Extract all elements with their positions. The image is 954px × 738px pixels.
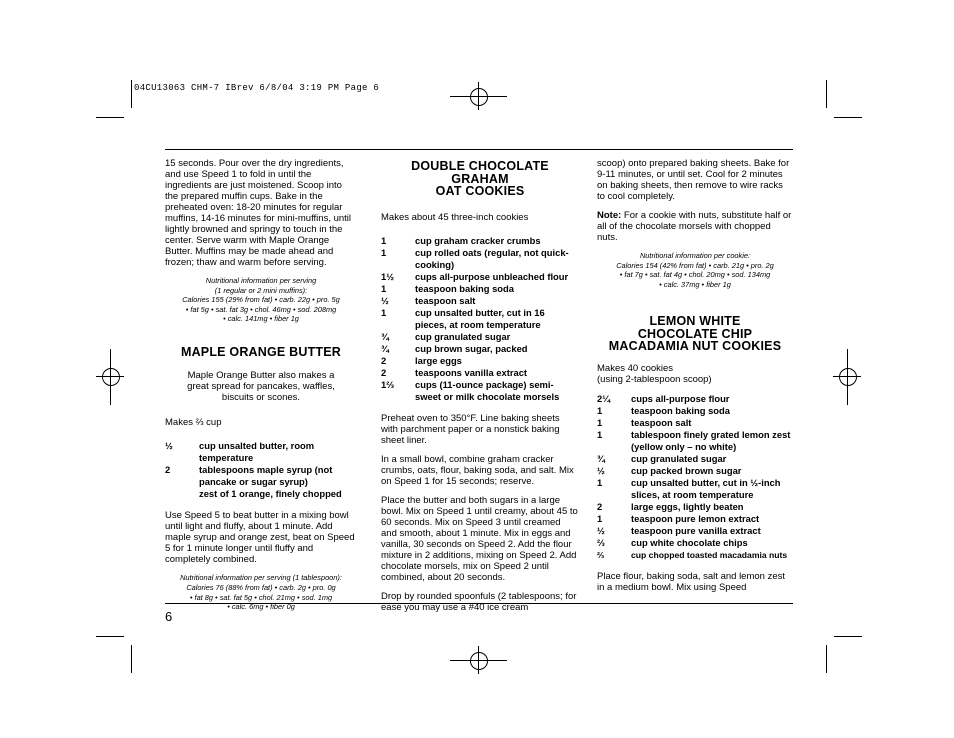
ingredient-item: ¾ cup brown sugar, packed xyxy=(381,342,528,354)
ingredient-item: 1 cup unsalted butter, cut in ½-inch slices, at room temperature xyxy=(597,476,781,500)
ingredient-list-lemon-cookies xyxy=(597,393,793,561)
top-rule xyxy=(165,149,793,150)
column-2 xyxy=(381,158,579,621)
print-slug: 04CU13063 CHM-7 IBrev 6/8/04 3:19 PM Page 6 xyxy=(134,83,380,93)
ingredient-item: 2 large eggs xyxy=(381,354,462,366)
ingredient-item: 1½ cups all-purpose unbleached flour xyxy=(381,270,569,282)
column-3 xyxy=(597,158,793,601)
crop-mark-bottom-right-vertical xyxy=(826,645,827,673)
recipe-description: Maple Orange Butter also makes a great spread for pancakes, waffles, biscuits or scones. xyxy=(187,370,335,404)
ingredient-item: 2¼ cups all-purpose flour xyxy=(597,392,730,404)
ingredient-item: 1 teaspoon baking soda xyxy=(381,282,514,294)
ingredient-item: ¾ cup granulated sugar xyxy=(597,452,727,464)
crop-mark-bottom-right-horizontal xyxy=(834,636,862,637)
graham-cookies-step-1: Preheat oven to 350°F. Line baking sheets with parchment paper or a nonstick baking sheet liner. xyxy=(381,412,560,446)
ingredient-item: 1 teaspoon pure lemon extract xyxy=(597,512,760,524)
graham-cookies-step-2: In a small bowl, combine graham cracker crumbs, oats, flour, baking soda, and salt. Mix on Speed 1 for 15 seconds; reserve. xyxy=(381,453,574,487)
ingredient-item: 2 teaspoons vanilla extract xyxy=(381,366,528,378)
muffin-directions-continued: 15 seconds. Pour over the dry ingredients, and use Speed 1 to fold in until the ingredients are just moistened. Scoop into the prepared muffin cups. Bake in the preheated oven: 18-20 minutes for regular muffins, 14-16 minutes for mini-muffins, until lightly browned and springy to touch in the center. Serve warm with Maple Orange Butter. Muffins may be made ahead and frozen; thaw and warm before serving. xyxy=(165,158,352,268)
ingredient-item: 2 large eggs, lightly beaten xyxy=(597,500,744,512)
recipe-title-lemon-white-chocolate-chip-macadamia-nut-cookies: LEMON WHITE CHOCOLATE CHIP MACADAMIA NUT COOKIES xyxy=(608,314,782,354)
ingredient-item: ½ cup unsalted butter, room temperature xyxy=(165,440,315,464)
recipe-title-maple-orange-butter: MAPLE ORANGE BUTTER xyxy=(180,344,342,359)
crop-mark-top-left-vertical xyxy=(131,80,132,108)
ingredient-item: 1 tablespoon finely grated lemon zest (yellow only – no white) xyxy=(597,428,791,452)
recipe-yield: Makes about 45 three-inch cookies xyxy=(381,211,529,223)
graham-cookies-step-4: Drop by rounded spoonfuls (2 tablespoons; for ease you may use a #40 ice cream xyxy=(381,590,577,613)
crop-mark-bottom-left-vertical xyxy=(131,645,132,673)
ingredient-list-maple-butter xyxy=(165,440,357,500)
ingredient-item: ½ cup packed brown sugar xyxy=(597,464,742,476)
crop-mark-top-right-horizontal xyxy=(834,117,862,118)
ingredient-item: ¾ cup granulated sugar xyxy=(381,330,511,342)
ingredient-list-graham-cookies xyxy=(381,235,579,403)
ingredient-item: 1 teaspoon baking soda xyxy=(597,404,730,416)
ingredient-item: 1 cup rolled oats (regular, not quick-cooking) xyxy=(381,246,569,270)
maple-butter-directions: Use Speed 5 to beat butter in a mixing bowl until light and fluffy, about 1 minute. Add maple syrup and orange zest, beat on Speed 5 for 1 minute longer until fluffy and completely combined. xyxy=(165,510,355,566)
recipe-title-double-chocolate-graham-oat-cookies: DOUBLE CHOCOLATE GRAHAM OAT COOKIES xyxy=(411,159,549,198)
column-1 xyxy=(165,158,357,622)
ingredient-item: 1⅔ cups (11-ounce package) semi-sweet or milk chocolate morsels xyxy=(381,378,560,402)
recipe-yield: Makes 40 cookies (using 2-tablespoon scoop) xyxy=(597,362,712,385)
recipe-yield: Makes ⅔ cup xyxy=(165,417,222,429)
crop-mark-top-right-vertical xyxy=(826,80,827,108)
crop-mark-top-left-horizontal xyxy=(96,117,124,118)
page-number: 6 xyxy=(165,609,173,624)
nutrition-info-graham-cookies: Nutritional information per cookie: Calories 154 (42% from fat) • carb. 21g • pro. 2g • fat 7g • sat. fat 4g • chol. 20mg • sod. 134mg • calc. 37mg • fiber 1g xyxy=(616,251,774,289)
ingredient-item: ½ teaspoon salt xyxy=(381,294,476,306)
graham-cookies-directions-continued: scoop) onto prepared baking sheets. Bake for 9-11 minutes, or until set. Cool for 2 minutes on baking sheets, then remove to wire racks to cool completely. xyxy=(597,158,790,202)
ingredient-item: 1 cup unsalted butter, cut in 16 pieces, at room temperature xyxy=(381,306,545,330)
ingredient-item: ⅔ cup white chocolate chips xyxy=(597,536,748,548)
graham-cookies-step-3: Place the butter and both sugars in a large bowl. Mix on Speed 1 until creamy, about 45 to 60 seconds. Mix on Speed 3 until creamed and smooth, about 1 minute. Mix in eggs and vanilla, 30 seconds on Speed 2. Add the flour mixture in 2 additions, mixing on Speed 2. Add chocolate morsels, mix on Speed 2 until combined, about 20 seconds. xyxy=(381,494,578,583)
ingredient-item: zest of 1 orange, finely chopped xyxy=(199,488,342,500)
ingredient-item: ½ teaspoon pure vanilla extract xyxy=(597,524,761,536)
recipe-note: Note: For a cookie with nuts, substitute half or all of the chocolate morsels with chopped nuts. xyxy=(597,210,792,243)
ingredient-item: 2 tablespoons maple syrup (not pancake or sugar syrup) xyxy=(165,464,333,488)
crop-mark-bottom-left-horizontal xyxy=(96,636,124,637)
lemon-cookies-directions: Place flour, baking soda, salt and lemon zest in a medium bowl. Mix using Speed xyxy=(597,570,786,593)
ingredient-item: ⅔ cup chopped toasted macadamia nuts xyxy=(597,549,788,560)
nutrition-info-muffins: Nutritional information per serving (1 regular or 2 mini muffins): Calories 155 (29% from fat) • carb. 22g • pro. 5g • fat 5g • sat. fat 3g • chol. 46mg • sod. 208mg • calc. 141mg • fiber 1g xyxy=(182,276,340,324)
nutrition-info-maple-butter: Nutritional information per serving (1 tablespoon): Calories 76 (88% from fat) • carb. 2g • pro. 0g • fat 8g • sat. fat 5g • chol. 21mg • sod. 1mg • calc. 6mg • fiber 0g xyxy=(180,573,342,612)
ingredient-item: 1 teaspoon salt xyxy=(597,416,692,428)
ingredient-item: 1 cup graham cracker crumbs xyxy=(381,234,541,246)
